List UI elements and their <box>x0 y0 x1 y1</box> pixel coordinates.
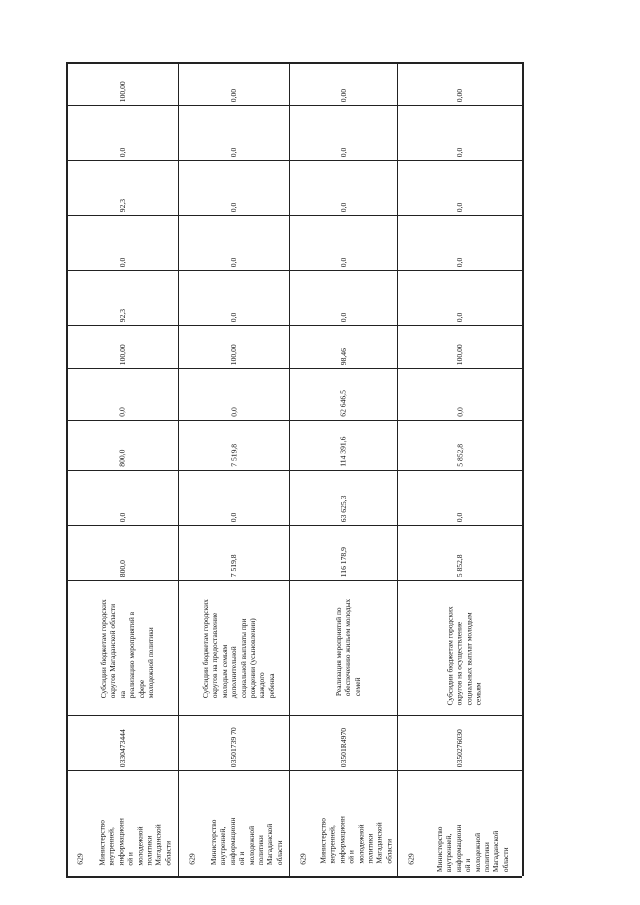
cell-text-code: 629 <box>406 853 416 865</box>
cell-text-value-2: 800,0 <box>117 449 127 467</box>
cell-text-ministry: Министерство внутренней, информационн ой и молодежной политики Магаданской области <box>208 818 284 866</box>
table-cell-ministry <box>204 770 289 876</box>
cell-text-value-3: 0,0 <box>117 407 127 417</box>
cell-text-ministry: Министерство внутренней, информационн ой и молодежной политики Магаданской области <box>97 818 173 866</box>
cell-text-value-6: 0,0 <box>338 257 348 267</box>
table-cell-value-0 <box>289 525 397 580</box>
cell-text-value-5: 0,0 <box>454 312 464 322</box>
cell-text-value-9: 0,00 <box>338 88 348 102</box>
table-cell-description <box>407 580 522 715</box>
table-cell-value-8 <box>66 105 178 160</box>
cell-text-kbk: 03501739 70 <box>228 727 238 767</box>
cell-text-value-6: 0,0 <box>454 257 464 267</box>
cell-text-value-6: 0,0 <box>228 257 238 267</box>
cell-text-kbk: 03501R4970 <box>338 727 348 767</box>
cell-text-ministry: Министерство внутренней, информационн ой и молодежной политики Магаданской области <box>434 825 510 873</box>
table-cell-value-2 <box>178 420 289 470</box>
cell-text-value-8: 0,0 <box>338 147 348 157</box>
cell-text-value-9: 0,00 <box>454 88 464 102</box>
table-cell-code <box>289 826 317 876</box>
cell-text-code: 629 <box>75 853 85 865</box>
table-cell-ministry <box>92 770 178 876</box>
table-cell-value-5 <box>289 270 397 325</box>
table-cell-value-7 <box>66 160 178 215</box>
table-cell-ministry <box>315 770 397 876</box>
table-cell-value-9 <box>289 62 397 105</box>
table-cell-value-1 <box>178 470 289 525</box>
table-cell-value-6 <box>397 215 522 270</box>
table-cell-value-1 <box>66 470 178 525</box>
table-cell-value-3 <box>178 368 289 420</box>
table-cell-value-1 <box>289 470 397 525</box>
table-cell-value-7 <box>397 160 522 215</box>
cell-text-value-4: 98,46 <box>338 347 348 365</box>
cell-text-value-0: 7 519,8 <box>228 554 238 577</box>
table-cell-value-8 <box>289 105 397 160</box>
cell-text-value-3: 0,0 <box>454 407 464 417</box>
cell-text-value-2: 7 519,8 <box>228 444 238 467</box>
cell-text-value-7: 0,0 <box>228 202 238 212</box>
cell-text-value-3: 0,0 <box>228 407 238 417</box>
table-cell-value-5 <box>178 270 289 325</box>
table-cell-value-2 <box>66 420 178 470</box>
table-cell-value-0 <box>66 525 178 580</box>
cell-text-value-5: 92,3 <box>117 308 127 322</box>
table-cell-value-2 <box>397 420 522 470</box>
table-cell-description <box>76 580 178 715</box>
cell-text-value-8: 0,0 <box>454 147 464 157</box>
cell-text-value-1: 0,0 <box>454 512 464 522</box>
table-cell-value-6 <box>178 215 289 270</box>
table-cell-kbk <box>397 715 522 770</box>
table-cell-kbk <box>289 715 397 770</box>
cell-text-description: Субсидии бюджетам городских округов на предоставление молодым семьям дополнительной социальной выплаты при рождении (усыновлении) каждого ребенка <box>200 599 276 698</box>
table-cell-value-5 <box>66 270 178 325</box>
table-border-horizontal <box>66 876 522 878</box>
cell-text-value-7: 0,0 <box>454 202 464 212</box>
table-cell-value-6 <box>289 215 397 270</box>
cell-text-kbk: 0330473444 <box>117 729 127 767</box>
cell-text-value-9: 0,00 <box>228 88 238 102</box>
cell-text-description: Субсидии бюджетам городских округов Магаданской области на реализацию мероприятий в сфере молодежной политики <box>98 599 155 699</box>
table-cell-value-4 <box>66 325 178 368</box>
table-cell-value-8 <box>397 105 522 160</box>
table-cell-value-9 <box>66 62 178 105</box>
cell-text-value-1: 0,0 <box>228 512 238 522</box>
cell-text-value-4: 100,00 <box>454 344 464 365</box>
table-cell-description <box>188 580 289 715</box>
table-cell-kbk <box>178 715 289 770</box>
table-cell-code <box>397 826 425 876</box>
cell-text-value-9: 100,00 <box>117 81 127 102</box>
table-cell-value-6 <box>66 215 178 270</box>
table-cell-value-9 <box>397 62 522 105</box>
table-cell-value-4 <box>397 325 522 368</box>
cell-text-value-2: 5 852,8 <box>454 444 464 467</box>
cell-text-description: Субсидии бюджетам городских округов на осуществление социальных выплат молодым семьям <box>445 606 483 705</box>
table-cell-code <box>66 826 94 876</box>
table-cell-value-2 <box>289 420 397 470</box>
table-cell-kbk <box>66 715 178 770</box>
table-cell-code <box>178 826 206 876</box>
cell-text-value-5: 0,0 <box>228 312 238 322</box>
table-cell-description <box>299 580 397 715</box>
cell-text-code: 629 <box>187 853 197 865</box>
table-cell-value-0 <box>178 525 289 580</box>
cell-text-description: Реализация мероприятий по обеспечению жильем молодых семей <box>333 599 362 697</box>
cell-text-code: 629 <box>298 853 308 865</box>
table-cell-value-4 <box>289 325 397 368</box>
table-cell-value-3 <box>397 368 522 420</box>
cell-text-value-0: 116 178,9 <box>338 546 348 577</box>
table-cell-value-5 <box>397 270 522 325</box>
cell-text-value-8: 0,0 <box>228 147 238 157</box>
table-cell-value-9 <box>178 62 289 105</box>
cell-text-kbk: 0350276030 <box>454 729 464 767</box>
table-border-vertical <box>522 62 524 876</box>
table-cell-value-3 <box>289 368 397 420</box>
cell-text-value-8: 0,0 <box>117 147 127 157</box>
table-cell-value-1 <box>397 470 522 525</box>
cell-text-value-6: 0,0 <box>117 257 127 267</box>
cell-text-value-0: 5 852,8 <box>454 554 464 577</box>
cell-text-value-3: 62 646,5 <box>338 390 348 417</box>
cell-text-value-5: 0,0 <box>338 312 348 322</box>
table-cell-value-0 <box>397 525 522 580</box>
cell-text-value-7: 92,3 <box>117 198 127 212</box>
table-cell-value-8 <box>178 105 289 160</box>
table-cell-ministry <box>423 770 522 876</box>
cell-text-ministry: Министерство внутренней, информационн ой и молодежной политики Магаданской области <box>318 816 394 864</box>
cell-text-value-2: 114 391,6 <box>338 436 348 467</box>
cell-text-value-7: 0,0 <box>338 202 348 212</box>
table-cell-value-3 <box>66 368 178 420</box>
cell-text-value-1: 63 625,3 <box>338 495 348 522</box>
table-cell-value-7 <box>178 160 289 215</box>
cell-text-value-4: 100,00 <box>117 344 127 365</box>
cell-text-value-0: 800,0 <box>117 559 127 577</box>
cell-text-value-1: 0,0 <box>117 512 127 522</box>
table-cell-value-4 <box>178 325 289 368</box>
cell-text-value-4: 100,00 <box>228 344 238 365</box>
table-cell-value-7 <box>289 160 397 215</box>
